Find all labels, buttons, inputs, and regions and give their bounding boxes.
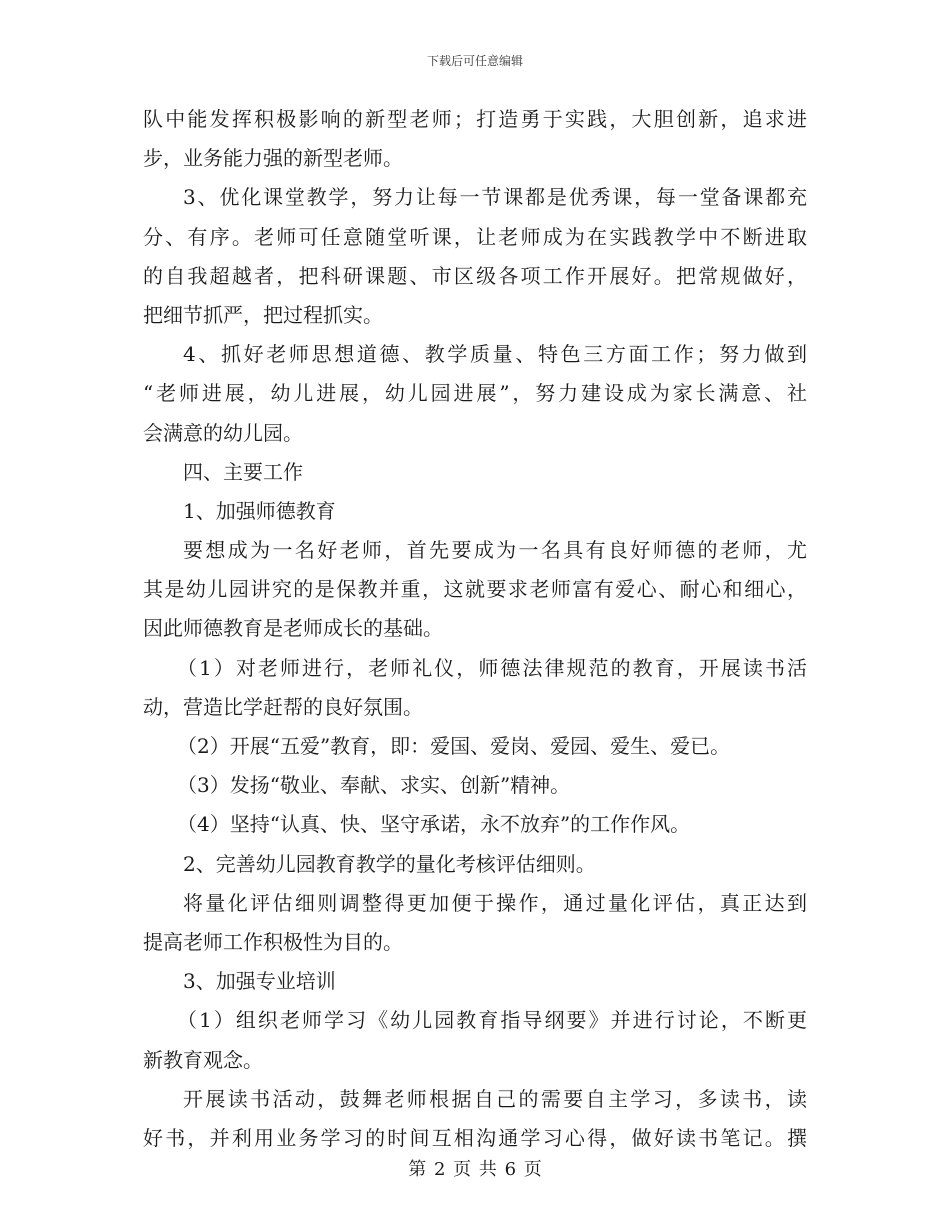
text-line: 开展读书活动，鼓舞老师根据自己的需要自主学习，多读书，读 — [183, 1086, 807, 1111]
document-body — [143, 100, 807, 1158]
text-line: 队中能发挥积极影响的新型老师；打造勇于实践，大胆创新，追求进 — [143, 107, 807, 131]
text-line: （2）开展“五爱”教育，即：爱国、爱岗、爱园、爱生、爱已。 — [177, 734, 731, 758]
text-line: 动，营造比学赶帮的良好氛围。 — [143, 694, 423, 719]
text-line: “老师进展，幼儿进展，幼儿园进展”，努力建设成为家长满意、社 — [143, 381, 807, 406]
text-line: 新教育观念。 — [143, 1047, 263, 1072]
text-line: 要想成为一名好老师，首先要成为一名具有良好师德的老师，尤 — [183, 538, 807, 563]
page-footer: 第 2 页 共 6 页 — [408, 1159, 542, 1180]
text-line: （4）坚持“认真、快、坚守承诺，永不放弃”的工作作风。 — [177, 812, 691, 837]
text-line: 将量化评估细则调整得更加便于操作，通过量化评估，真正达到 — [183, 890, 807, 915]
text-line: 分、有序。老师可任意随堂听课，让老师成为在实践教学中不断进取 — [143, 224, 807, 249]
text-line: 步，业务能力强的新型老师。 — [143, 146, 403, 171]
section-heading: 四、主要工作 — [183, 459, 303, 484]
text-line: 3、优化课堂教学，努力让每一节课都是优秀课，每一堂备课都充 — [183, 185, 807, 210]
text-line: （3）发扬“敬业、奉献、求实、创新”精神。 — [177, 773, 571, 798]
text-line: 其是幼儿园讲究的是保教并重，这就要求老师富有爱心、耐心和细心， — [143, 577, 807, 602]
text-line: 因此师德教育是老师成长的基础。 — [143, 616, 443, 641]
text-line: 会满意的幼儿园。 — [143, 420, 303, 445]
text-line: 4、抓好老师思想道德、教学质量、特色三方面工作；努力做到 — [183, 342, 807, 367]
text-line: （1）对老师进行，老师礼仪，师德法律规范的教育，开展读书活 — [177, 655, 807, 680]
page-header: 下载后可任意编辑 — [426, 54, 523, 68]
text-line: （1）组织老师学习《幼儿园教育指导纲要》并进行讨论，不断更 — [177, 1008, 807, 1033]
subsection-heading: 2、完善幼儿园教育教学的量化考核评估细则。 — [183, 851, 596, 876]
text-line: 的自我超越者，把科研课题、市区级各项工作开展好。把常规做好， — [143, 263, 807, 288]
text-line: 提高老师工作积极性为目的。 — [143, 929, 403, 954]
subsection-heading: 1、加强师德教育 — [183, 498, 336, 523]
subsection-heading: 3、加强专业培训 — [183, 969, 336, 994]
text-line: 好书，并利用业务学习的时间互相沟通学习心得，做好读书笔记。撰 — [143, 1125, 807, 1150]
text-line: 把细节抓严，把过程抓实。 — [143, 302, 383, 327]
